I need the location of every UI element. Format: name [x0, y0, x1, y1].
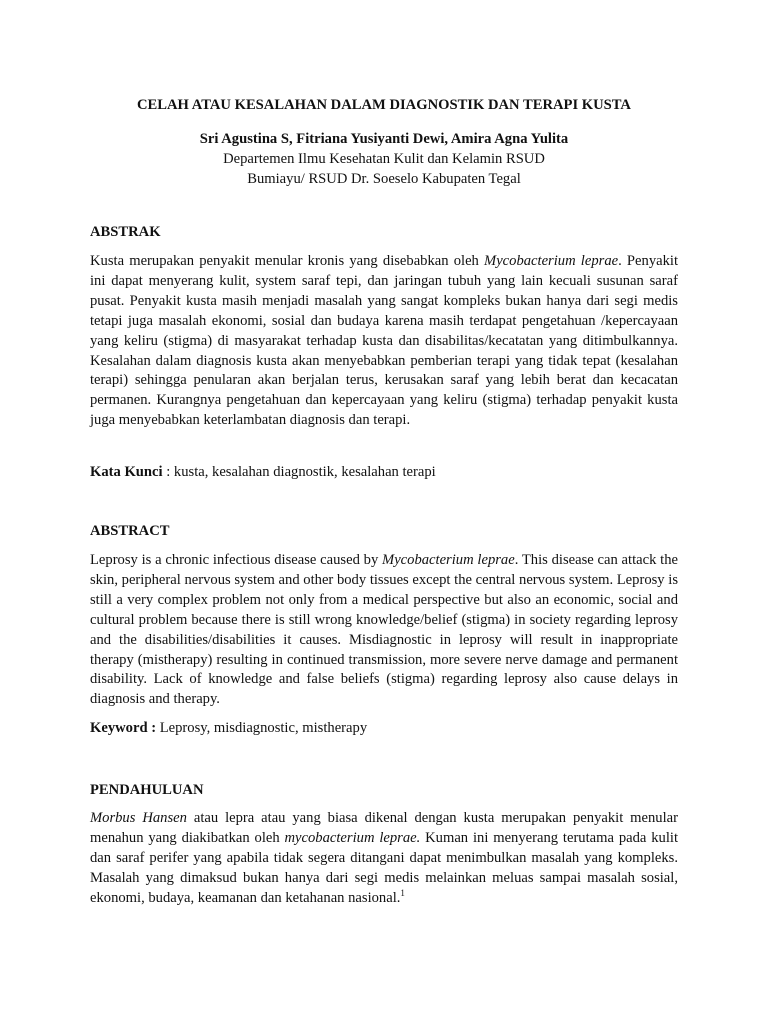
paper-title: CELAH ATAU KESALAHAN DALAM DIAGNOSTIK DAN TERAPI KUSTA [137, 97, 631, 113]
abstract-text-1: Leprosy is a chronic infectious disease caused by [90, 552, 383, 568]
pendahuluan-paragraph [90, 809, 678, 909]
pendahuluan-italic-1: Morbus Hansen [90, 810, 187, 826]
pendahuluan-italic-2: mycobacterium leprae. [284, 829, 421, 846]
footnote-reference[interactable]: 1 [400, 887, 405, 898]
pendahuluan-text-2: Kuman ini menyerang terutama pada kulit dan saraf perifer yang apabila tidak segera ditangani dapat menimbulkan masalah yang kompleks. Masalah yang dimaksud bukan hanya dari segi medis melainkan meluas sampai masalah sosial, ekonomi, budaya, keamanan dan ketahanan nasional. [90, 829, 678, 906]
kata-kunci-label: Kata Kunci [90, 464, 163, 480]
keyword-line [90, 719, 367, 739]
affiliation-line-2: Bumiayu/ RSUD Dr. Soeselo Kabupaten Tegal [247, 171, 521, 187]
pendahuluan-text-1: atau lepra atau yang biasa dikenal dengan kusta merupakan penyakit menular menahun yang diakibatkan oleh [90, 810, 678, 846]
pendahuluan-heading: PENDAHULUAN [90, 782, 204, 798]
abstract-italic-organism: Mycobacterium leprae [382, 552, 515, 568]
affiliation-line-1: Departemen Ilmu Kesehatan Kulit dan Kelamin RSUD [223, 151, 545, 167]
abstrak-italic-organism: Mycobacterium leprae [484, 253, 619, 269]
abstrak-heading: ABSTRAK [90, 224, 161, 240]
abstrak-paragraph [90, 252, 678, 431]
abstract-paragraph [90, 551, 678, 710]
paper-authors: Sri Agustina S, Fitriana Yusiyanti Dewi, Amira Agna Yulita [199, 131, 569, 147]
keyword-text: Leprosy, misdiagnostic, mistherapy [156, 720, 368, 736]
abstrak-text-2: . Penyakit ini dapat menyerang kulit, system saraf tepi, dan jaringan tubuh yang lain kecuali susunan saraf pusat. Penyakit kusta masih menjadi masalah yang sangat kompleks bukan hanya dari segi medis tetapi juga masalah ekonomi, sosial dan budaya karena masih terdapat pengetahuan /kepercayaan yang keliru (stigma) di masyarakat terhadap kusta dan disabilitas/kecatatan yang ditimbulkannya. Kesalahan dalam diagnosis kusta akan menyebabkan pemberian terapi yang tidak tepat (kesalahan terapi) sehingga penularan akan berjalan terus, kerusakan saraf yang lebih berat dan kecacatan permanen. Kurangnya pengetahuan dan kepercayaan yang keliru (stigma) terhadap penyakit kusta juga menyebabkan keterlambatan diagnosis dan terapi. [90, 253, 678, 429]
keyword-label: Keyword : [90, 720, 157, 736]
abstract-text-2: . This disease can attack the skin, peripheral nervous system and other body tissues except the central nervous system. Leprosy is still a very complex problem not only from a medical perspective but also an economic, social and cultural problem because there is still wrong knowledge/belief (stigma) in society regarding leprosy and the disabilities/disabilities it causes. Misdiagnostic in leprosy will result in inappropriate therapy (mistherapy) resulting in continued transmission, more severe nerve damage and permanent disability. Lack of knowledge and false beliefs (stigma) regarding leprosy also cause delays in diagnosis and therapy. [90, 552, 679, 708]
kata-kunci-line [90, 463, 436, 483]
abstrak-text-1: Kusta merupakan penyakit menular kronis yang disebabkan oleh [90, 253, 485, 269]
abstract-heading: ABSTRACT [90, 523, 170, 539]
kata-kunci-text: : kusta, kesalahan diagnostik, kesalahan terapi [162, 464, 436, 480]
